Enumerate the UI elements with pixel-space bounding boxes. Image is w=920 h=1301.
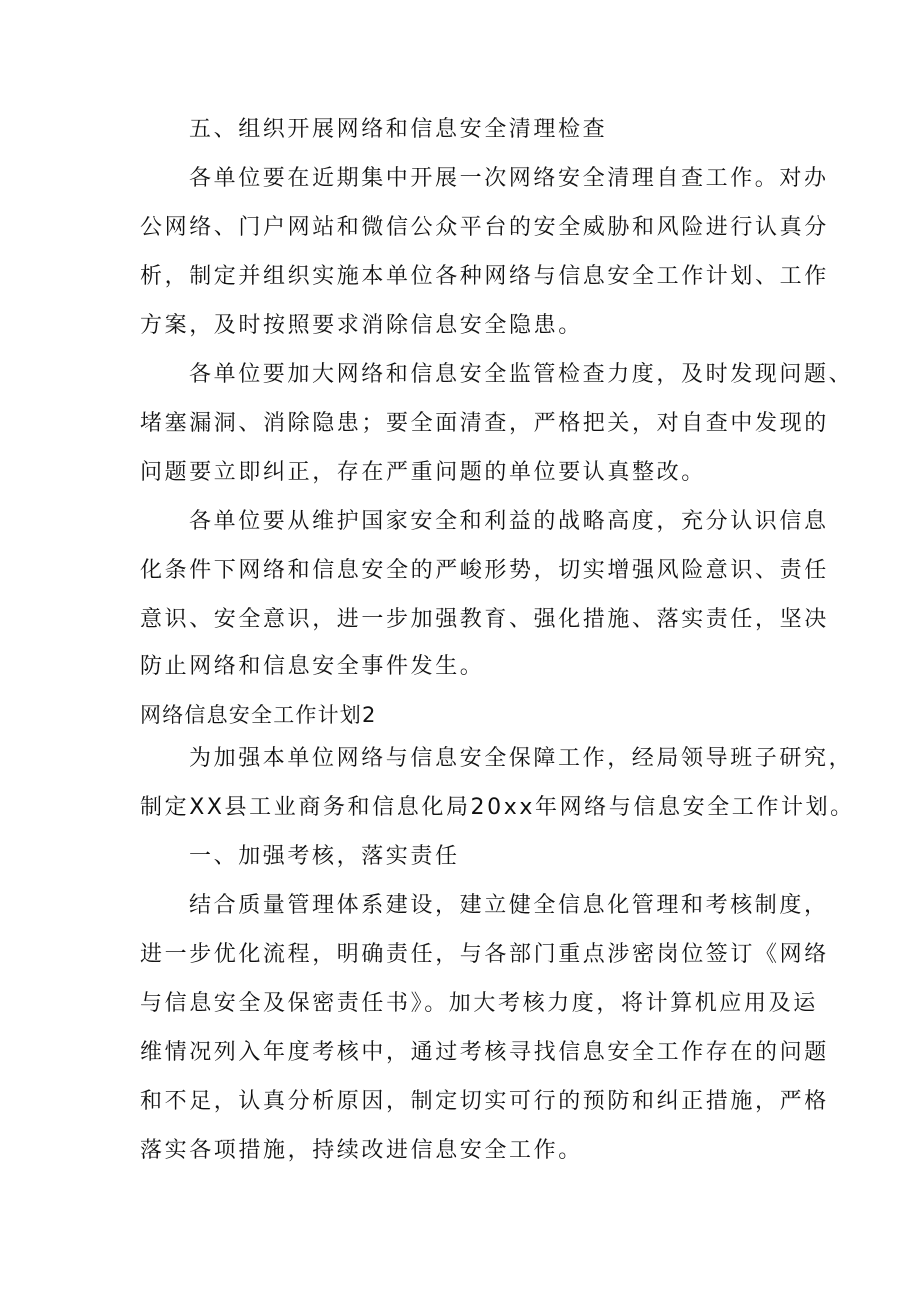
paragraph-line: 方案，及时按照要求消除信息安全隐患。 — [140, 313, 583, 338]
paragraph-line: 防止网络和信息安全事件发生。 — [140, 654, 485, 679]
paragraph-line: 各单位要从维护国家安全和利益的战略高度，充分认识信息 — [189, 509, 829, 534]
paragraph-line: 问题要立即纠正，存在严重问题的单位要认真整改。 — [140, 460, 706, 485]
paragraph-line: 与信息安全及保密责任书》。加大考核力度，将计算机应用及运 — [140, 991, 818, 1016]
section-heading: 五、组织开展网络和信息安全清理检查 — [189, 117, 608, 142]
paragraph-line: 堵塞漏洞、消除隐患；要全面清查，严格把关，对自查中发现的 — [140, 411, 829, 436]
paragraph-line: 化条件下网络和信息安全的严峻形势，切实增强风险意识、责任 — [140, 558, 829, 583]
paragraph-line: 结合质量管理体系建设，建立健全信息化管理和考核制度， — [189, 893, 829, 918]
paragraph-line: 和不足，认真分析原因，制定切实可行的预防和纠正措施，严格 — [140, 1089, 829, 1114]
section-heading: 一、加强考核，落实责任 — [189, 844, 460, 869]
paragraph-line: 维情况列入年度考核中，通过考核寻找信息安全工作存在的问题 — [140, 1040, 829, 1065]
paragraph-line: 公网络、门户网站和微信公众平台的安全威胁和风险进行认真分 — [140, 215, 829, 240]
paragraph-line: 制定XX县工业商务和信息化局20xx年网络与信息安全工作计划。 — [140, 795, 855, 820]
paragraph-line: 意识、安全意识，进一步加强教育、强化措施、落实责任，坚决 — [140, 607, 829, 632]
paragraph-line: 落实各项措施，持续改进信息安全工作。 — [140, 1138, 583, 1163]
paragraph-line: 进一步优化流程，明确责任，与各部门重点涉密岗位签订《网络 — [140, 942, 829, 967]
paragraph-line: 析，制定并组织实施本单位各种网络与信息安全工作计划、工作 — [140, 264, 829, 289]
document-title: 网络信息安全工作计划2 — [140, 703, 377, 727]
paragraph-line: 为加强本单位网络与信息安全保障工作，经局领导班子研究， — [189, 746, 854, 771]
paragraph-line: 各单位要加大网络和信息安全监管检查力度，及时发现问题、 — [189, 362, 854, 387]
paragraph-line: 各单位要在近期集中开展一次网络安全清理自查工作。对办 — [189, 166, 829, 191]
